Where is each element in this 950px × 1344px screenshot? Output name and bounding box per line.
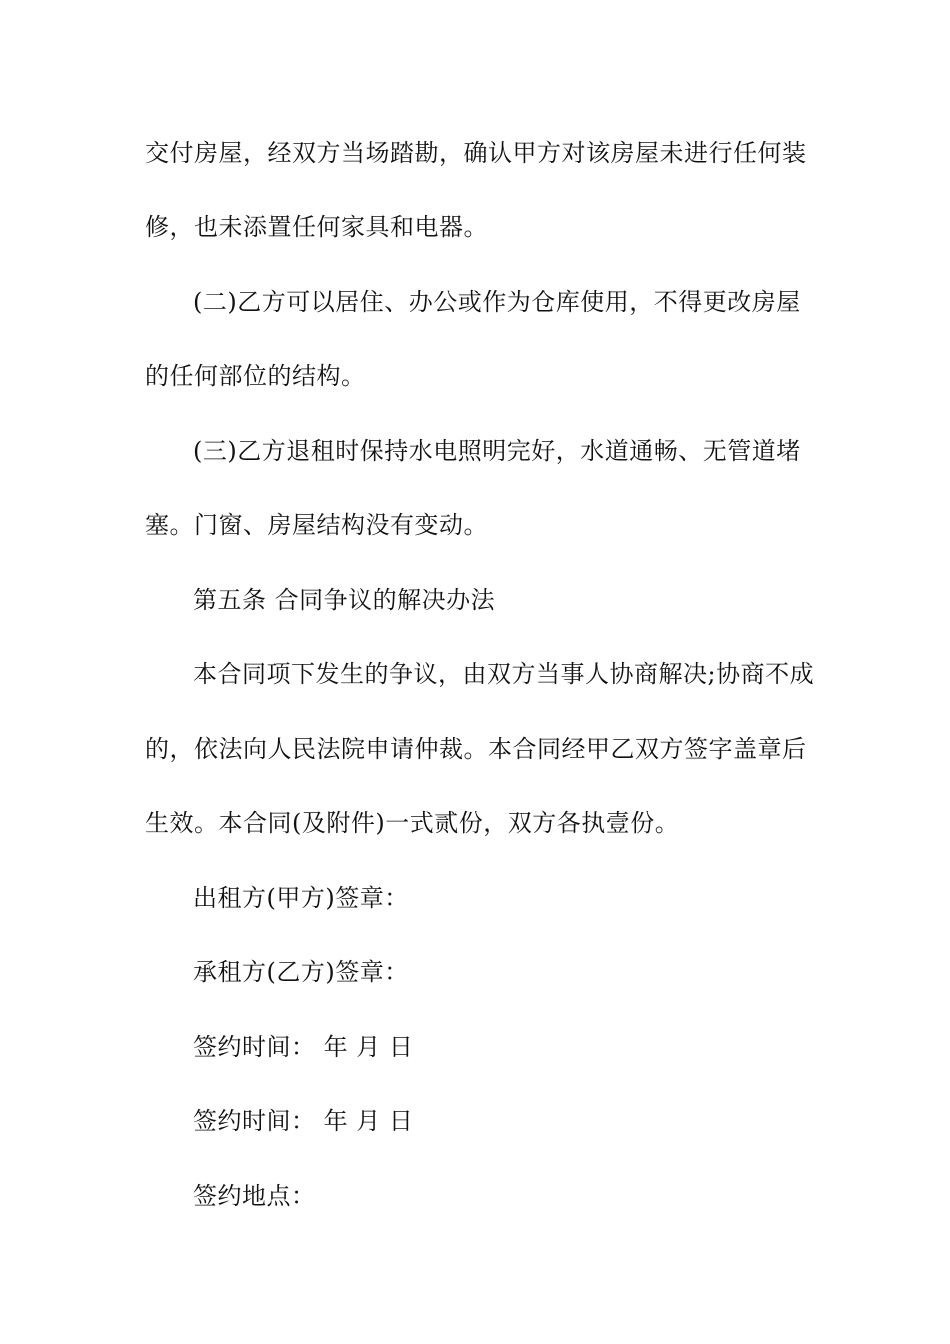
article-5-body-line-2: 的，依法向人民法院申请仲裁。本合同经甲乙双方签字盖章后 [145, 735, 807, 763]
paragraph-line-2: 修，也未添置任何家具和电器。 [145, 213, 488, 241]
clause-2-line-1: (二)乙方可以居住、办公或作为仓库使用，不得更改房屋 [193, 288, 801, 316]
signing-date-line-1: 签约时间： 年 月 日 [193, 1033, 414, 1061]
article-5-body-line-3: 生效。本合同(及附件)一式贰份，双方各执壹份。 [145, 809, 680, 837]
signing-date-line-2: 签约时间： 年 月 日 [193, 1107, 414, 1135]
lessee-signature-line: 承租方(乙方)签章： [193, 958, 409, 986]
clause-3-line-1: (三)乙方退租时保持水电照明完好，水道通畅、无管道堵 [193, 437, 801, 465]
lessor-signature-line: 出租方(甲方)签章： [193, 884, 409, 912]
article-5-body-line-1: 本合同项下发生的争议，由双方当事人协商解决;协商不成 [193, 660, 815, 688]
signing-place-line: 签约地点： [193, 1182, 316, 1210]
clause-3-line-2: 塞。门窗、房屋结构没有变动。 [145, 511, 488, 539]
article-5-heading: 第五条 合同争议的解决办法 [193, 586, 496, 614]
paragraph-line-1: 交付房屋，经双方当场踏勘，确认甲方对该房屋未进行任何装 [145, 139, 807, 167]
clause-2-line-2: 的任何部位的结构。 [145, 362, 366, 390]
